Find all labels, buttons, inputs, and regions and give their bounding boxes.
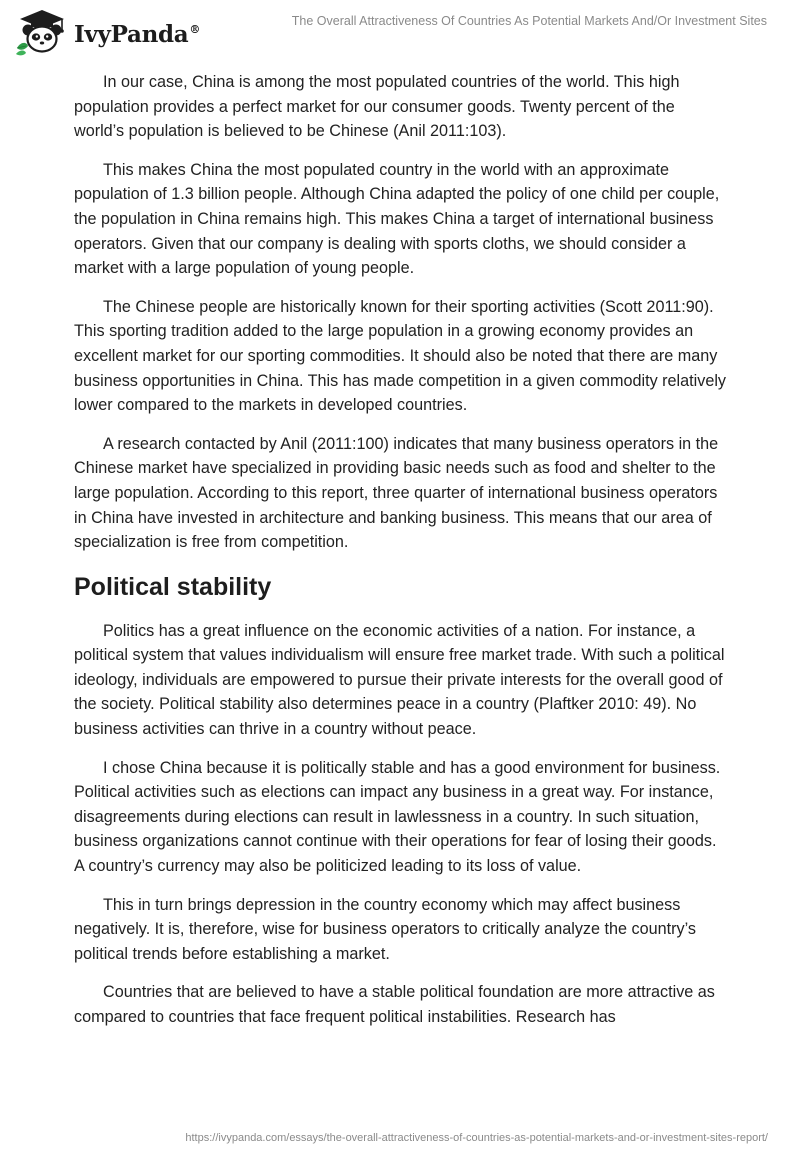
paragraph: I chose China because it is politically stable and has a good environment for business. Political activities such as elections can impact any business in a great way. For instance, disagreements during elections can result in lawlessness in a country. In such situation, business organizations cannot continue with their operations for fear of losing their goods. A country’s currency may also be politicized leading to its loss of value. (74, 758, 721, 876)
brand-name (74, 21, 200, 48)
page-header (0, 0, 800, 60)
document-title: The Overall Attractiveness Of Countries As Potential Markets And/Or Investment Sites (291, 14, 767, 28)
paragraph: Politics has a great influence on the economic activities of a nation. For instance, a political system that values individualism will ensure free market trade. With such a political ideology, individuals are empowered to pursue their private interests for the overall good of the society. Political stability also determines peace in a country (Plaftker 2010: 49). No business activities can thrive in a country without peace. (74, 621, 725, 739)
paragraph: In our case, China is among the most populated countries of the world. This high population provides a perfect market for our consumer goods. Twenty percent of the world’s population is believed to be Chinese (Anil 2011:103). (74, 73, 680, 141)
ivypanda-logo[interactable] (14, 8, 200, 56)
source-url-link[interactable]: https://ivypanda.com/essays/the-overall-attractiveness-of-countries-as-potential-markets-and-or-investment-sites-report/ (185, 1132, 768, 1144)
panda-graduate-icon (14, 8, 70, 56)
paragraph: This makes China the most populated country in the world with an approximate population of 1.3 billion people. Although China adapted the policy of one child per couple, the population in China remains high. This makes China a target of international business operators. Given that our company is dealing with sports cloths, we should consider a market with a large population of young people. (74, 160, 720, 278)
paragraph: A research contacted by Anil (2011:100) indicates that many business operators in the Chinese market have specialized in providing basic needs such as food and shelter to the large population. According to this report, three quarter of international business operators in China have invested in architecture and banking business. This means that our area of specialization is free from competition. (74, 434, 719, 552)
essay-content (74, 70, 729, 1044)
paragraph: Countries that are believed to have a stable political foundation are more attractive as compared to countries that face frequent political instabilities. Research has (74, 983, 715, 1026)
brand-text: IvyPanda (74, 20, 189, 48)
registered-mark: ® (189, 22, 201, 36)
paragraph: This in turn brings depression in the country economy which may affect business negatively. It is, therefore, wise for business operators to critically analyze the country’s political trends before establishing a market. (74, 895, 697, 963)
section-heading: Political stability (74, 572, 272, 601)
paragraph: The Chinese people are historically known for their sporting activities (Scott 2011:90). This sporting tradition added to the large population in a growing economy provides an excellent market for our sporting commodities. It should also be noted that there are many business opportunities in China. This has made competition in a given commodity relatively lower compared to the markets in developed countries. (74, 297, 727, 415)
